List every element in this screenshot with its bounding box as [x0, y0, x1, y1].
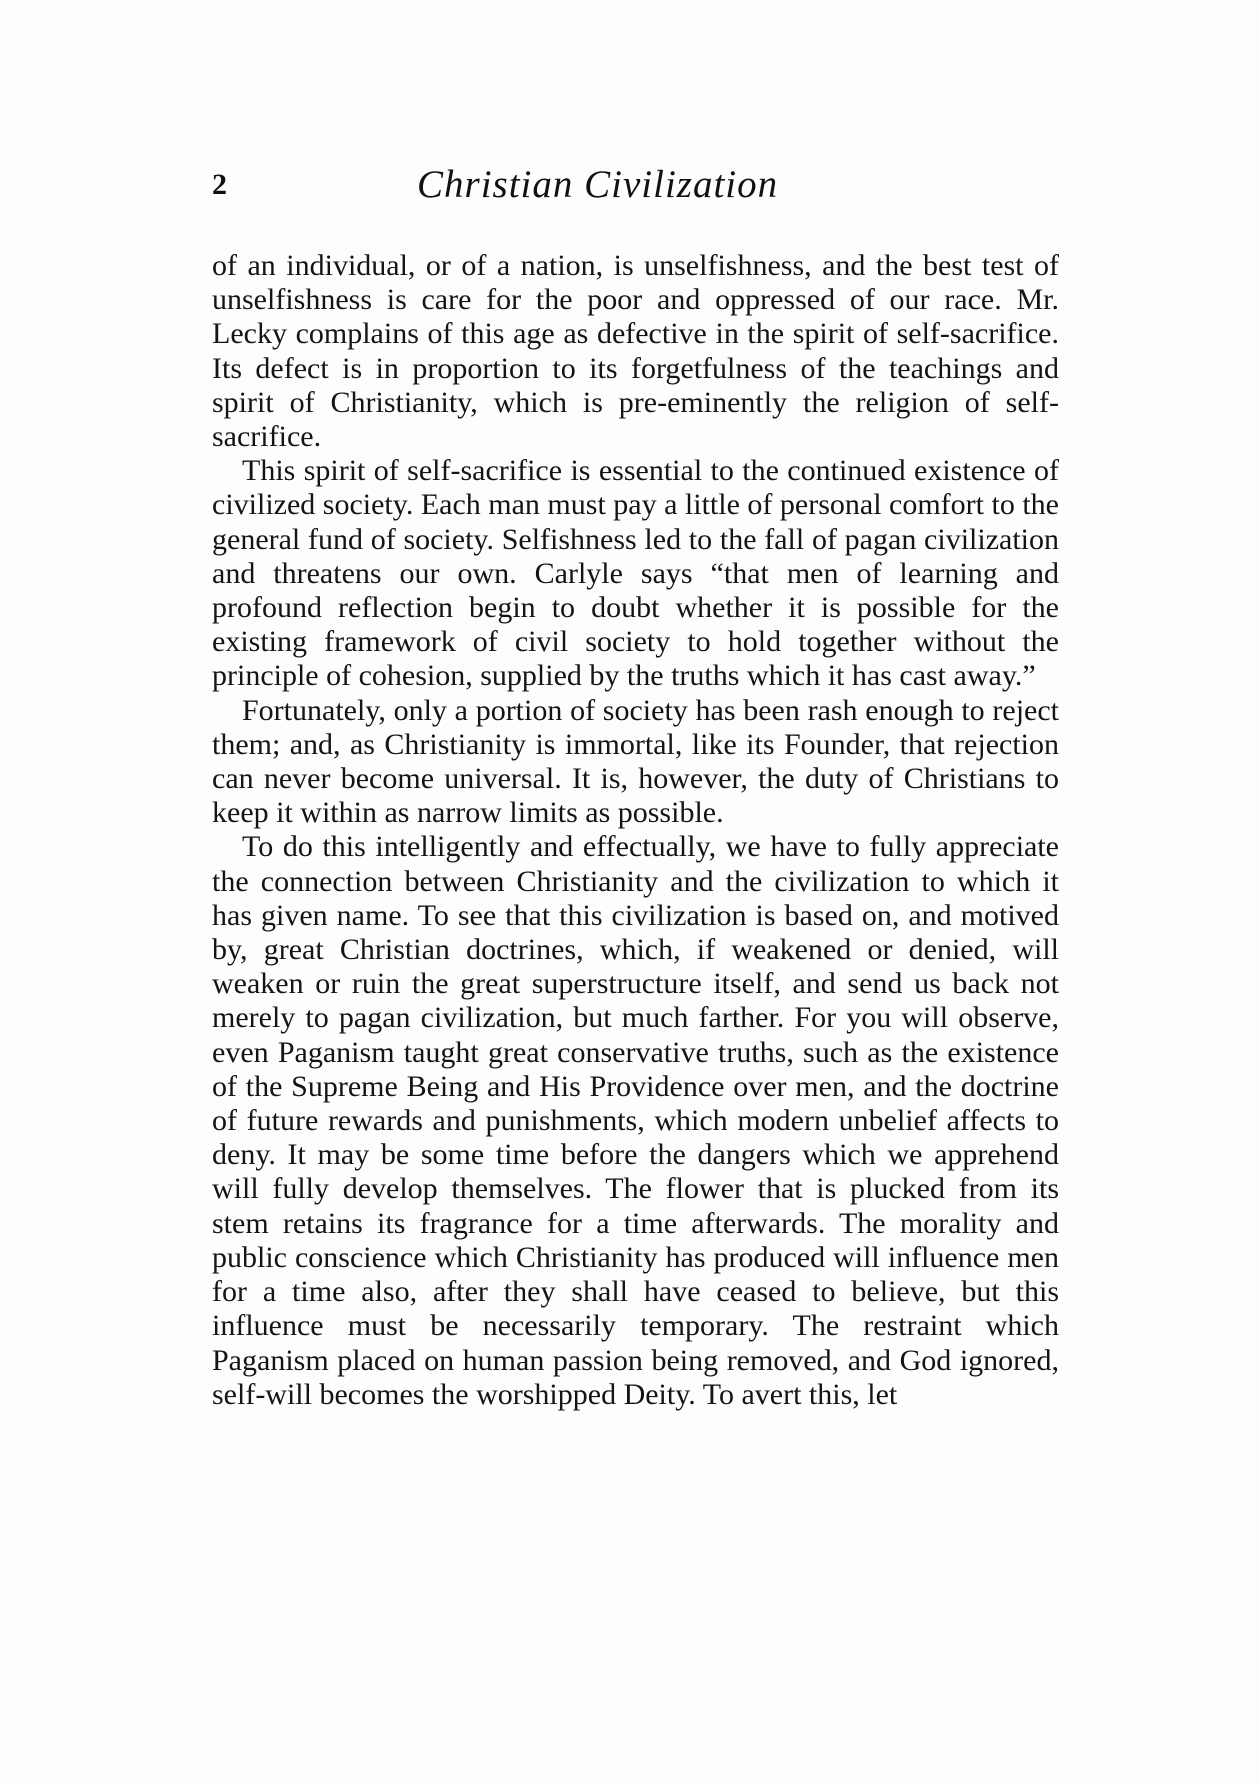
paragraph: Fortunately, only a portion of society has been rash enough to reject them; and, as Christianity is immortal, like its Founder, that rejection can never become universal. It is, however, the duty of Christians to keep it within as narrow limits as possible.	[212, 693, 1059, 830]
paragraph: To do this intelligently and effectually, we have to fully appreciate the connection between Christianity and the civilization to which it has given name. To see that this civilization is based on, and motived by, great Christian doctrines, which, if weakened or denied, will weaken or ruin the great superstructure itself, and send us back not merely to pagan civilization, but much farther. For you will observe, even Paganism taught great conservative truths, such as the existence of the Supreme Being and His Providence over men, and the doctrine of future rewards and punishments, which modern unbelief affects to deny. It may be some time before the dangers which we apprehend will fully develop themselves. The flower that is plucked from its stem retains its fragrance for a time afterwards. The morality and public conscience which Christianity has produced will influence men for a time also, after they shall have ceased to believe, but this influence must be necessarily temporary. The restraint which Paganism placed on human passion being removed, and God ignored, self-will becomes the worshipped Deity. To avert this, let	[212, 830, 1059, 1411]
body-text	[212, 249, 1059, 1412]
paragraph: of an individual, or of a nation, is unselfishness, and the best test of unselfishness is care for the poor and oppressed of our race. Mr. Lecky complains of this age as defective in the spirit of self-sacrifice. Its defect is in proportion to its forgetfulness of the teachings and spirit of Christianity, which is pre-eminently the religion of self-sacrifice.	[212, 249, 1059, 454]
paragraph: This spirit of self-sacrifice is essential to the continued existence of civilized society. Each man must pay a little of personal comfort to the general fund of society. Selfishness led to the fall of pagan civilization and threatens our own. Carlyle says “that men of learning and profound reflection begin to doubt whether it is possible for the existing framework of civil society to hold together without the principle of cohesion, supplied by the truths which it has cast away.”	[212, 454, 1059, 693]
page-number: 2	[212, 168, 227, 201]
running-title: Christian Civilization	[417, 163, 779, 206]
page-header	[212, 162, 1059, 212]
